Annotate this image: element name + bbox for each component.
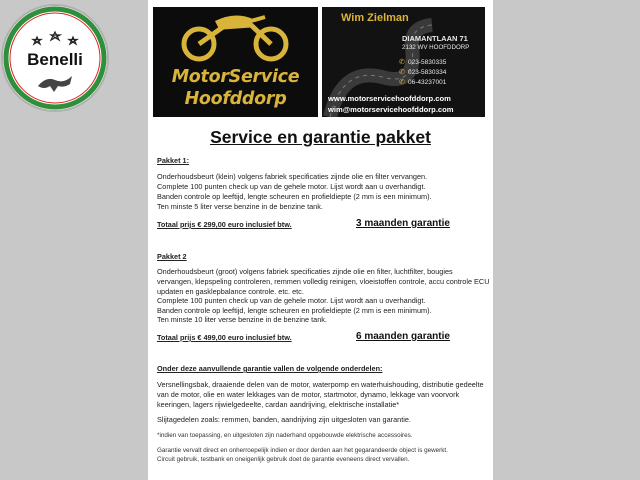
package2-line: Onderhoudsbeurt (groot) volgens fabriek specificaties zijnde olie en filter, luchtfilter, bougies	[157, 267, 453, 276]
benelli-logo	[0, 2, 110, 114]
footnote: *indien van toepassing, en uitgesloten zijn naderhand opgebouwde elektrische accessoires.	[157, 432, 413, 439]
package1-line: Complete 100 punten check up van de gehele motor. Lijst wordt aan u overhandigt.	[157, 182, 426, 191]
void-line: Garantie vervalt direct en onherroepelijk indien er door derden aan het gegarandeerde object is gewerkt.	[157, 447, 448, 454]
package1-line: Onderhoudsbeurt (klein) volgens fabriek specificaties zijnde olie en filter vervangen.	[157, 172, 428, 181]
contact-name: Wim Zielman	[341, 12, 409, 24]
document-page	[148, 0, 493, 480]
brand-name: MotorService	[171, 67, 300, 87]
contact-email: wim@motorservicehoofddorp.com	[328, 105, 454, 114]
package2-line: Banden controle op leeftijd, lengte scheuren en profieldiepte (2 mm is een minimum).	[157, 306, 432, 315]
package2-price: Totaal prijs € 499,00 euro inclusief btw.	[157, 333, 292, 342]
coverage-line: Versnellingsbak, draaiende delen van de motor, waterpomp en waterhuishouding, distributie gedeelte	[157, 380, 484, 389]
motorcycle-icon	[153, 7, 318, 67]
contact-phone: ✆ 023-5830334	[408, 69, 446, 76]
package1-heading: Pakket 1:	[157, 156, 190, 165]
contact-website: www.motorservicehoofddorp.com	[328, 94, 451, 103]
coverage-line: van de motor, olie en water lekkages van de motor, startmotor, dynamo, lekkage van voorvork	[157, 390, 460, 399]
coverage-line: keeringen, lagers rijwielgedeelte, cardan aandrijving, elektrische installatie*	[157, 400, 400, 409]
void-line: Circuit gebruik, testbank en oneigenlijk gebruik doet de garantie eveneens direct vervallen.	[157, 456, 410, 463]
package2-line: Ten minste 10 liter verse benzine in de benzine tank.	[157, 315, 327, 324]
motorservice-logo	[153, 7, 318, 117]
contact-city: 2132 WV HOOFDDORP	[402, 44, 470, 51]
contact-phone: ✆ 023-5830335	[408, 59, 446, 66]
package1-line: Banden controle op leeftijd, lengte scheuren en profieldiepte (2 mm is een minimum).	[157, 192, 432, 201]
package2-line: Complete 100 punten check up van de gehele motor. Lijst wordt aan u overhandigt.	[157, 296, 426, 305]
package1-warranty: 3 maanden garantie	[356, 218, 450, 229]
benelli-wordmark: Benelli	[27, 50, 83, 69]
package2-line: vervangen, klepspeling controleren, remmen volledig reinigen, vloeistoffen controle, accu controle ECU	[157, 277, 490, 286]
business-card	[322, 7, 485, 117]
package1-price: Totaal prijs € 299,00 euro inclusief btw.	[157, 220, 292, 229]
package2-warranty: 6 maanden garantie	[356, 331, 450, 342]
package2-heading: Pakket 2	[157, 252, 187, 261]
contact-street: DIAMANTLAAN 71	[402, 34, 468, 43]
brand-location: Hoofddorp	[184, 89, 287, 109]
page-title: Service en garantie pakket	[210, 127, 431, 147]
coverage-heading: Onder deze aanvullende garantie vallen de volgende onderdelen:	[157, 364, 383, 373]
wear-parts-line: Slijtagedelen zoals: remmen, banden, aandrijving zijn uitgesloten van garantie.	[157, 415, 411, 424]
contact-phone: ✆ 06-43237001	[408, 79, 446, 86]
package2-line: updaten en gasklepbalance controle. etc. etc.	[157, 287, 304, 296]
package1-line: Ten minste 5 liter verse benzine in de benzine tank.	[157, 202, 323, 211]
